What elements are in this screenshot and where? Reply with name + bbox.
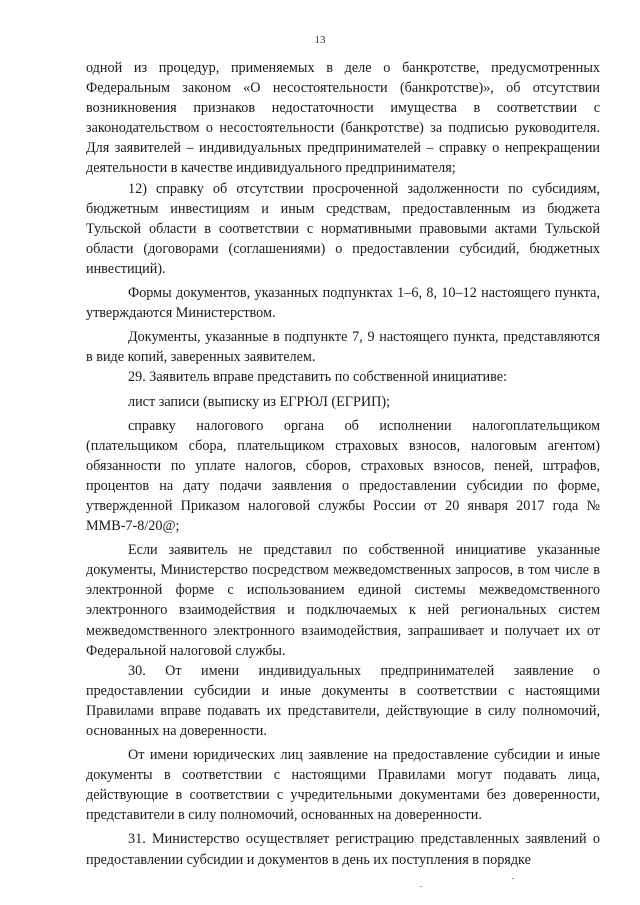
- scan-speck: [512, 878, 514, 879]
- page-number: 13: [314, 34, 326, 46]
- paragraph-30: 30. От имени индивидуальных предпринимателей заявление о предоставлении субсидии и иные документы в соответствии с настоящими Правилами вправе подавать их представители, действующие в силу полномочий, основанных на доверенности.: [86, 662, 600, 739]
- paragraph-31: 31. Министерство осуществляет регистрацию представленных заявлений о предоставлении субсидии и документов в день их поступления в порядке: [86, 831, 600, 868]
- scan-speck: [420, 886, 422, 887]
- paragraph-tax-certificate: справку налогового органа об исполнении налогоплательщиком (плательщиком сбора, плательщиком страховых взносов, налоговым агентом) обязанности по уплате налогов, сборов, страховых взносов, пеней, штрафов, процентов на дату подачи заявления о предоставлении субсидии по форме, утвержденной Приказом налоговой службы России от 20 января 2017 года № ММВ-7-8/20@;: [86, 417, 600, 535]
- paragraph-legal-entities: От имени юридических лиц заявление на предоставление субсидии и иные документы в соответствии с настоящими Правилами могут подавать лица, действующие в соответствии с учредительными документами без доверенности, представители в силу полномочий, основанных на доверенности.: [86, 747, 600, 824]
- document-body: [86, 58, 600, 870]
- paragraph-continuation: одной из процедур, применяемых в деле о банкротстве, предусмотренных Федеральным законом «О несостоятельности (банкротстве)», об отсутствии возникновения признаков недостаточности имущества в соответствии с законодательством о несостоятельности (банкротстве) за подписью руководителя. Для заявителей – индивидуальных предпринимателей – справку о непрекращении деятельности в качестве индивидуального предпринимателя;: [86, 60, 600, 177]
- paragraph-interagency-requests: Если заявитель не представил по собственной инициативе указанные документы, Министерство посредством межведомственных запросов, в том числе в электронной форме с использованием единой системы межведомственного электронного взаимодействия и подключаемых к ней региональных систем межведомственного электронного взаимодействия, запрашивает и получает их от Федеральной налоговой службы.: [86, 542, 600, 659]
- paragraph-item-12: 12) справку об отсутствии просроченной задолженности по субсидиям, бюджетным инвестициям и иным средствам, предоставленным из бюджета Тульской области в соответствии с нормативными правовыми актами Тульской области (договорами (соглашениями) о предоставлении субсидий, бюджетных инвестиций).: [86, 180, 600, 277]
- paragraph-29: 29. Заявитель вправе представить по собственной инициативе:: [128, 369, 507, 386]
- paragraph-egrul: лист записи (выписку из ЕГРЮЛ (ЕГРИП);: [128, 393, 391, 410]
- paragraph-forms: Формы документов, указанных подпунктах 1–6, 8, 10–12 настоящего пункта, утверждаются Министерством.: [86, 285, 600, 322]
- paragraph-copies: Документы, указанные в подпункте 7, 9 настоящего пункта, представляются в виде копий, заверенных заявителем.: [86, 329, 600, 366]
